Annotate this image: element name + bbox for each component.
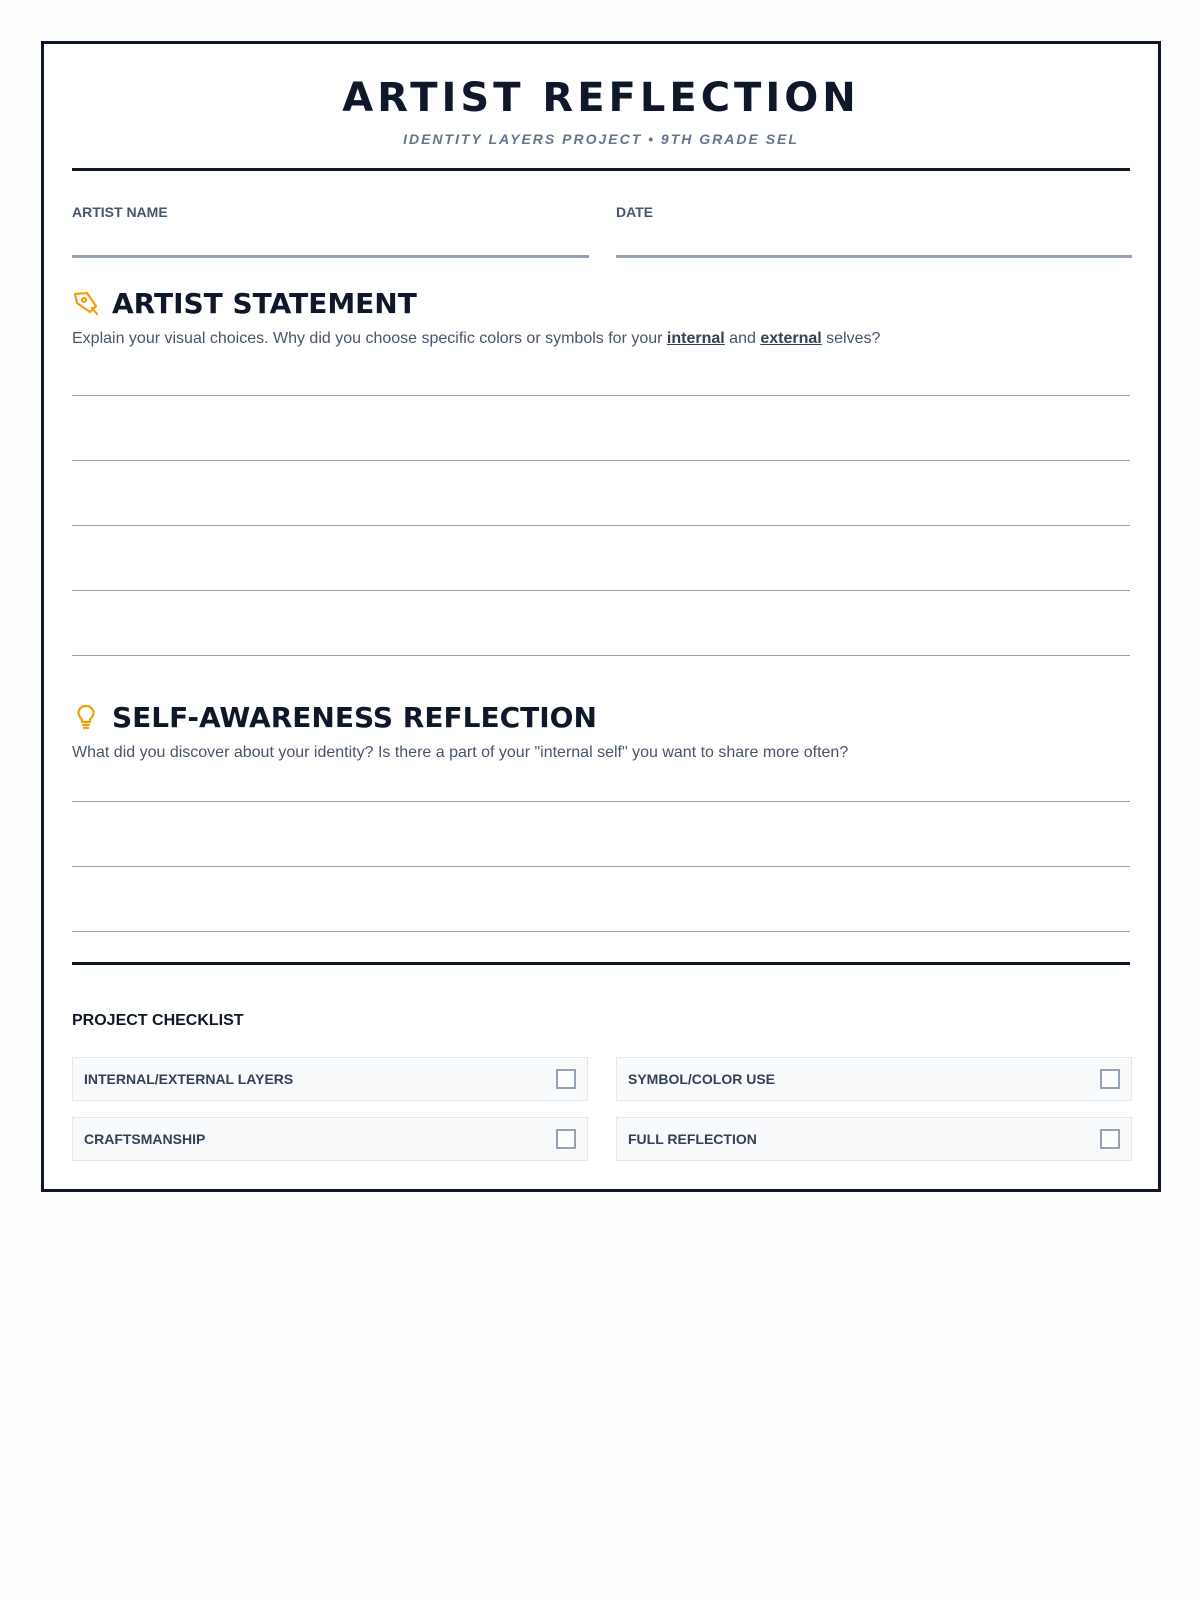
- page-title: ARTIST REFLECTION: [342, 75, 860, 121]
- checklist-item[interactable]: [72, 1117, 588, 1161]
- date-field[interactable]: [616, 255, 1132, 258]
- writing-line[interactable]: [72, 460, 1130, 461]
- self-awareness-title: SELF-AWARENESS REFLECTION: [112, 700, 597, 734]
- prompt-text: Explain your visual choices. Why did you choose specific colors or symbols for your: [72, 330, 667, 347]
- checkbox[interactable]: [556, 1129, 576, 1149]
- artist-statement-header: [72, 286, 1130, 320]
- checkbox[interactable]: [1100, 1129, 1120, 1149]
- writing-line[interactable]: [72, 801, 1130, 802]
- checklist-item-label: SYMBOL/COLOR USE: [628, 1071, 776, 1087]
- checklist-item[interactable]: [616, 1057, 1132, 1101]
- self-awareness-header: [72, 700, 1130, 734]
- pen-nib-icon: [72, 289, 100, 317]
- lightbulb-icon: [72, 703, 100, 731]
- header-divider: [72, 168, 1130, 171]
- checklist-item-label: CRAFTSMANSHIP: [84, 1131, 206, 1147]
- date-label: DATE: [616, 204, 654, 220]
- artist-name-label: ARTIST NAME: [72, 204, 168, 220]
- checklist-item[interactable]: [616, 1117, 1132, 1161]
- writing-line[interactable]: [72, 866, 1130, 867]
- writing-line[interactable]: [72, 655, 1130, 656]
- emphasis-internal: internal: [666, 330, 725, 347]
- artist-statement-prompt: [72, 330, 1130, 348]
- checklist-divider: [72, 962, 1130, 965]
- writing-line[interactable]: [72, 395, 1130, 396]
- worksheet: [41, 41, 1161, 1192]
- writing-line[interactable]: [72, 931, 1130, 932]
- checkbox[interactable]: [1100, 1069, 1120, 1089]
- writing-line[interactable]: [72, 525, 1130, 526]
- self-awareness-prompt: What did you discover about your identity? Is there a part of your "internal self" you want to share more often?: [72, 744, 849, 761]
- artist-name-field[interactable]: [72, 255, 589, 258]
- artist-statement-title: ARTIST STATEMENT: [112, 286, 417, 320]
- checklist-item-label: FULL REFLECTION: [628, 1131, 757, 1147]
- prompt-text: and: [724, 330, 761, 347]
- worksheet-content: [72, 44, 1130, 1189]
- checkbox[interactable]: [556, 1069, 576, 1089]
- writing-line[interactable]: [72, 590, 1130, 591]
- checklist-item[interactable]: [72, 1057, 588, 1101]
- checklist-item-label: INTERNAL/EXTERNAL LAYERS: [84, 1071, 294, 1087]
- checklist-title: PROJECT CHECKLIST: [72, 1012, 244, 1029]
- prompt-text: selves?: [821, 330, 881, 347]
- emphasis-external: external: [760, 330, 822, 347]
- page-subtitle: IDENTITY LAYERS PROJECT • 9TH GRADE SEL: [403, 131, 799, 147]
